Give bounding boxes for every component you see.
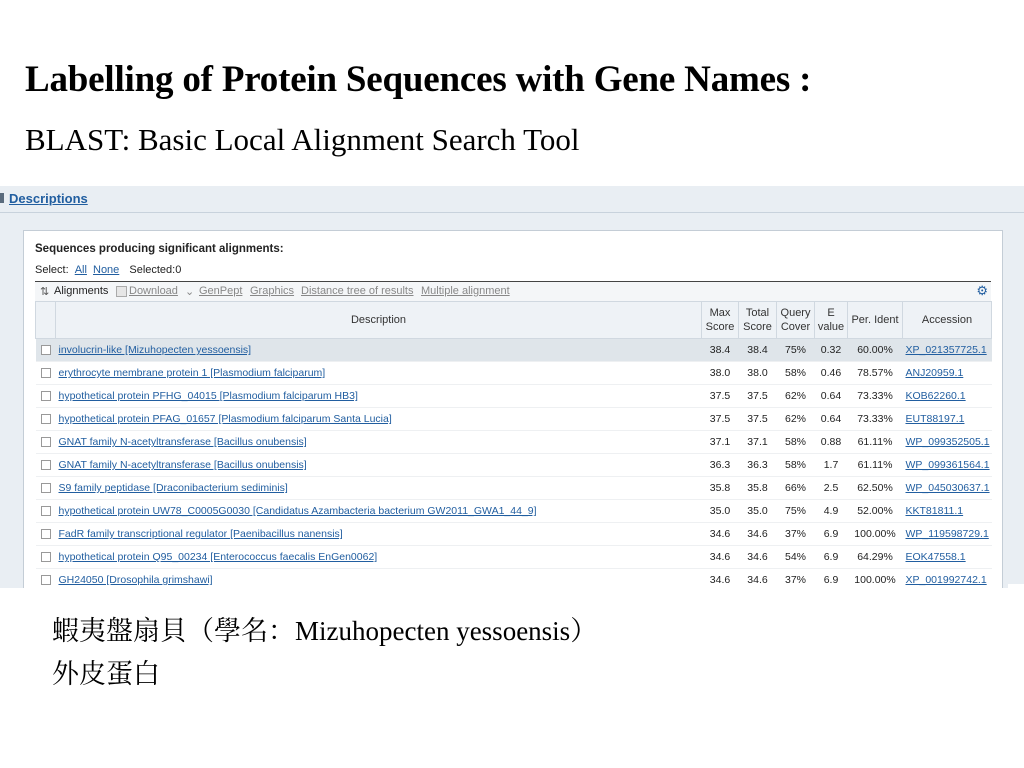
per-ident-cell: 52.00% <box>848 500 903 523</box>
per-ident-cell: 61.11% <box>848 454 903 477</box>
description-link[interactable]: FadR family transcriptional regulator [Paenibacillus nanensis] <box>58 528 343 540</box>
per-ident-cell: 62.50% <box>848 477 903 500</box>
per-ident-cell: 73.33% <box>848 408 903 431</box>
total-score-cell: 35.0 <box>739 500 777 523</box>
description-link[interactable]: S9 family peptidase [Draconibacterium sediminis] <box>58 482 288 494</box>
select-none-link[interactable]: None <box>93 264 120 276</box>
description-link[interactable]: GNAT family N-acetyltransferase [Bacillus onubensis] <box>58 459 307 471</box>
accession-link[interactable]: WP_045030637.1 <box>905 482 990 494</box>
collapse-icon[interactable] <box>0 193 8 203</box>
e-value-cell: 0.46 <box>815 362 848 385</box>
select-label: Select: <box>35 264 69 276</box>
query-cover-cell: 62% <box>777 385 815 408</box>
results-toolbar <box>35 281 991 301</box>
table-row[interactable] <box>36 546 992 569</box>
max-score-cell: 34.6 <box>702 546 739 569</box>
max-score-cell: 37.5 <box>702 385 739 408</box>
e-value-cell: 2.5 <box>815 477 848 500</box>
query-cover-cell: 75% <box>777 500 815 523</box>
max-score-cell: 36.3 <box>702 454 739 477</box>
description-link[interactable]: hypothetical protein Q95_00234 [Enterococcus faecalis EnGen0062] <box>58 551 378 563</box>
query-cover-cell: 62% <box>777 408 815 431</box>
column-header-query-cover[interactable]: Query Cover <box>777 302 815 339</box>
e-value-cell: 6.9 <box>815 523 848 546</box>
e-value-cell: 1.7 <box>815 454 848 477</box>
query-cover-cell: 58% <box>777 362 815 385</box>
max-score-cell: 35.0 <box>702 500 739 523</box>
accession-link[interactable]: WP_099352505.1 <box>905 436 990 448</box>
e-value-cell: 4.9 <box>815 500 848 523</box>
header-checkbox-cell <box>36 302 56 339</box>
caption-line-2: 外皮蛋白 <box>52 659 160 689</box>
e-value-cell: 6.9 <box>815 546 848 569</box>
table-row[interactable] <box>36 523 992 546</box>
dropdown-chevron-icon[interactable]: ⌄ <box>185 286 195 298</box>
max-score-cell: 38.4 <box>702 339 739 362</box>
query-cover-cell: 58% <box>777 454 815 477</box>
per-ident-cell: 100.00% <box>848 569 903 589</box>
multiple-alignment-link[interactable]: Multiple alignment <box>421 285 510 297</box>
row-checkbox[interactable] <box>41 552 51 562</box>
table-row[interactable] <box>36 385 992 408</box>
per-ident-cell: 61.11% <box>848 431 903 454</box>
results-table <box>35 301 992 588</box>
genpept-link[interactable]: GenPept <box>199 285 243 297</box>
max-score-cell: 34.6 <box>702 569 739 589</box>
per-ident-cell: 100.00% <box>848 523 903 546</box>
column-header-description[interactable]: Description <box>56 302 702 339</box>
table-row[interactable] <box>36 339 992 362</box>
table-row[interactable] <box>36 477 992 500</box>
row-checkbox[interactable] <box>41 529 51 539</box>
blast-screenshot <box>0 186 1024 588</box>
row-checkbox[interactable] <box>41 437 51 447</box>
query-cover-cell: 54% <box>777 546 815 569</box>
max-score-cell: 37.1 <box>702 431 739 454</box>
total-score-cell: 36.3 <box>739 454 777 477</box>
per-ident-cell: 64.29% <box>848 546 903 569</box>
query-cover-cell: 75% <box>777 339 815 362</box>
accession-link[interactable]: WP_099361564.1 <box>905 459 990 471</box>
per-ident-cell: 73.33% <box>848 385 903 408</box>
max-score-cell: 37.5 <box>702 408 739 431</box>
accession-link[interactable]: WP_119598729.1 <box>905 528 989 540</box>
selected-count: Selected:0 <box>129 264 182 276</box>
accession-link[interactable]: EOK47558.1 <box>905 551 966 563</box>
query-cover-cell: 37% <box>777 523 815 546</box>
row-checkbox[interactable] <box>41 368 51 378</box>
total-score-cell: 37.1 <box>739 431 777 454</box>
total-score-cell: 37.5 <box>739 385 777 408</box>
distance-tree-link[interactable]: Distance tree of results <box>301 285 414 297</box>
table-row[interactable] <box>36 408 992 431</box>
description-link[interactable]: GNAT family N-acetyltransferase [Bacillus onubensis] <box>58 436 307 448</box>
total-score-cell: 35.8 <box>739 477 777 500</box>
row-checkbox[interactable] <box>41 345 51 355</box>
e-value-cell: 0.64 <box>815 408 848 431</box>
alignments-label: Alignments <box>54 285 109 297</box>
accession-link[interactable]: EUT88197.1 <box>905 413 965 425</box>
query-cover-cell: 66% <box>777 477 815 500</box>
max-score-cell: 38.0 <box>702 362 739 385</box>
table-header-row <box>36 302 992 339</box>
select-all-link[interactable]: All <box>74 264 87 276</box>
table-row[interactable] <box>36 454 992 477</box>
total-score-cell: 37.5 <box>739 408 777 431</box>
graphics-link[interactable]: Graphics <box>250 285 295 297</box>
description-link[interactable]: hypothetical protein UW78_C0005G0030 [Candidatus Azambacteria bacterium GW2011_GWA1_44_9] <box>58 505 537 517</box>
per-ident-cell: 78.57% <box>848 362 903 385</box>
total-score-cell: 34.6 <box>739 546 777 569</box>
e-value-cell: 6.9 <box>815 569 848 589</box>
column-header-total-score[interactable]: Total Score <box>739 302 777 339</box>
query-cover-cell: 37% <box>777 569 815 589</box>
slide-subtitle: BLAST: Basic Local Alignment Search Tool <box>25 122 580 157</box>
row-checkbox[interactable] <box>41 414 51 424</box>
caption <box>52 610 597 696</box>
table-row[interactable] <box>36 500 992 523</box>
column-header-accession[interactable]: Accession <box>903 302 992 339</box>
e-value-cell: 0.64 <box>815 385 848 408</box>
description-link[interactable]: GH24050 [Drosophila grimshawi] <box>58 574 213 586</box>
e-value-cell: 0.32 <box>815 339 848 362</box>
caption-line-1: 蝦夷盤扇貝（學名：Mizuhopecten yessoensis） <box>52 616 598 646</box>
select-row <box>35 264 181 276</box>
row-checkbox[interactable] <box>41 575 51 585</box>
descriptions-tab-link[interactable]: Descriptions <box>9 191 88 206</box>
gear-icon[interactable]: ⚙ <box>976 283 988 298</box>
total-score-cell: 38.4 <box>739 339 777 362</box>
query-cover-cell: 58% <box>777 431 815 454</box>
per-ident-cell: 60.00% <box>848 339 903 362</box>
descriptions-header <box>0 186 1024 213</box>
accession-link[interactable]: KOB62260.1 <box>905 390 966 402</box>
slide-title: Labelling of Protein Sequences with Gene Names : <box>25 59 812 100</box>
e-value-cell: 0.88 <box>815 431 848 454</box>
accession-link[interactable]: XP_021357725.1 <box>905 344 987 356</box>
download-icon <box>116 286 127 297</box>
description-link[interactable]: hypothetical protein PFHG_04015 [Plasmodium falciparum HB3] <box>58 390 358 402</box>
row-checkbox[interactable] <box>41 391 51 401</box>
description-link[interactable]: involucrin-like [Mizuhopecten yessoensis] <box>58 344 252 356</box>
panel-edge <box>1008 584 1024 588</box>
column-header-e-value[interactable]: E value <box>815 302 848 339</box>
results-panel <box>23 230 1003 588</box>
column-header-max-score[interactable]: Max Score <box>702 302 739 339</box>
accession-link[interactable]: ANJ20959.1 <box>905 367 964 379</box>
table-row[interactable] <box>36 569 992 589</box>
max-score-cell: 35.8 <box>702 477 739 500</box>
accession-link[interactable]: KKT81811.1 <box>905 505 964 517</box>
total-score-cell: 34.6 <box>739 523 777 546</box>
row-checkbox[interactable] <box>41 483 51 493</box>
description-link[interactable]: erythrocyte membrane protein 1 [Plasmodium falciparum] <box>58 367 326 379</box>
total-score-cell: 34.6 <box>739 569 777 589</box>
description-link[interactable]: hypothetical protein PFAG_01657 [Plasmodium falciparum Santa Lucia] <box>58 413 392 425</box>
accession-link[interactable]: XP_001992742.1 <box>905 574 987 586</box>
table-row[interactable] <box>36 431 992 454</box>
table-row[interactable] <box>36 362 992 385</box>
max-score-cell: 34.6 <box>702 523 739 546</box>
download-button[interactable]: Download <box>129 285 178 297</box>
row-checkbox[interactable] <box>41 506 51 516</box>
results-heading: Sequences producing significant alignments: <box>35 243 284 255</box>
sort-arrows-icon: ⇅ <box>40 286 50 298</box>
total-score-cell: 38.0 <box>739 362 777 385</box>
column-header-per-ident[interactable]: Per. Ident <box>848 302 903 339</box>
row-checkbox[interactable] <box>41 460 51 470</box>
